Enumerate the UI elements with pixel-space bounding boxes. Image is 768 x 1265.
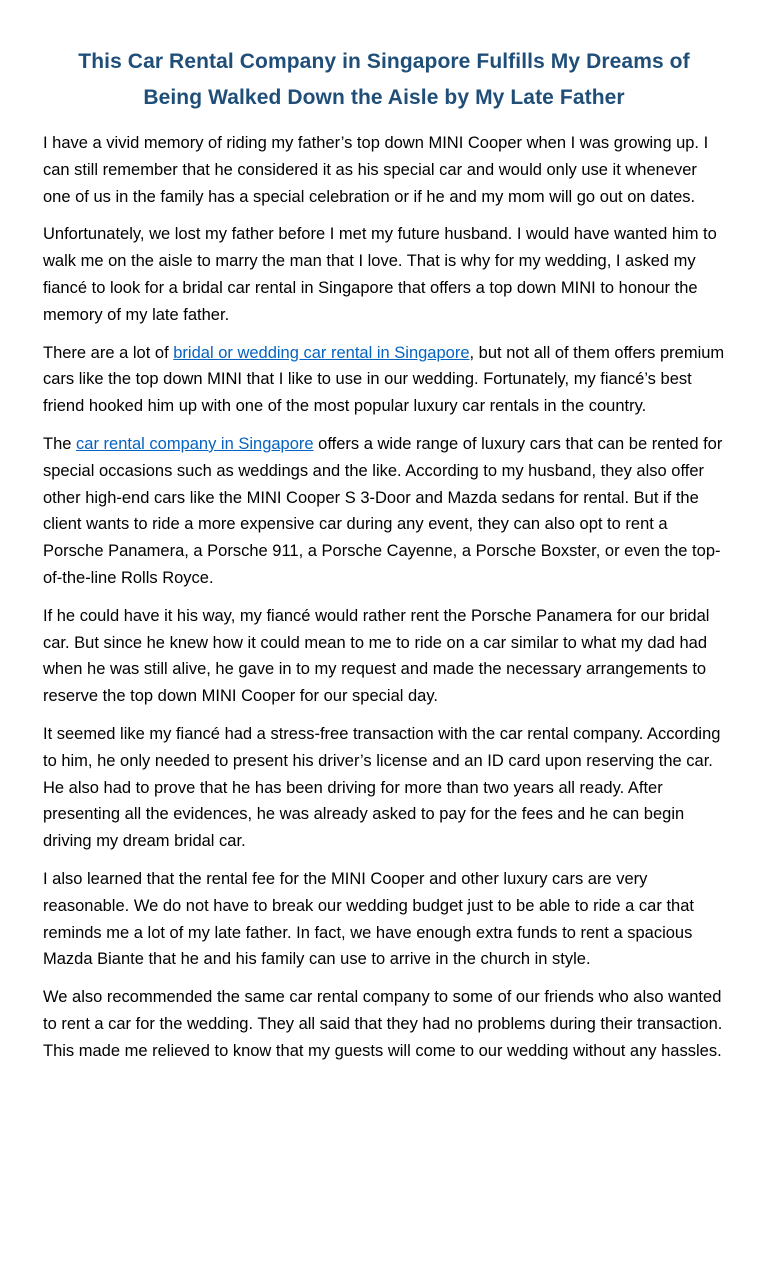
paragraph — [43, 431, 725, 592]
paragraph-text: The — [43, 434, 77, 453]
paragraph-text: I have a vivid memory of riding my father’s top down MINI Cooper when I was growing up. I can still remember that he considered it as his special car and would only use it whenever one of us in the family has a special celebration or if he and my mom will go out on dates. — [43, 134, 709, 206]
paragraph-text: Unfortunately, we lost my father before I met my future husband. I would have wanted him to walk me on the aisle to marry the man that I love. That is why for my wedding, I asked my fiancé to look for a bridal car rental in Singapore that offers a top down MINI to honour the memory of my late father. — [43, 225, 717, 324]
paragraph-text: , but not all of them offers premium cars like the top down MINI that I like to use in our wedding. Fortunately, my fiancé’s best friend hooked him up with one of the most popular luxury car rentals in the country. — [43, 343, 725, 416]
paragraph — [43, 984, 725, 1064]
paragraph — [43, 866, 725, 973]
paragraph-text: offers a wide range of luxury cars that can be rented for special occasions such as weddings and the like. According to my husband, they also offer other high-end cars like the MINI Cooper S 3-Door and Mazda sedans for rental. But if the client wants to ride a more expensive car during any event, they can also opt to rent a Porsche Panamera, a Porsche 911, a Porsche Cayenne, a Porsche Boxster, or even the top-of-the-line Rolls Royce. — [43, 434, 723, 587]
paragraph-text: There are a lot of — [43, 343, 174, 362]
paragraph-text: If he could have it his way, my fiancé would rather rent the Porsche Panamera for our bridal car. But since he knew how it could mean to me to ride on a car similar to what my dad had when he was still alive, he gave in to my request and made the necessary arrangements to reserve the top down MINI Cooper for our special day. — [43, 606, 710, 706]
paragraph — [43, 221, 725, 328]
paragraph-text: It seemed like my fiancé had a stress-free transaction with the car rental company. According to him, he only needed to present his driver’s license and an ID card upon reserving the car. He also had to prove that he has been driving for more than two years all ready. After presenting all the evidences, he was already asked to pay for the fees and he can begin driving my dream bridal car. — [43, 724, 721, 851]
document-body — [43, 130, 725, 1065]
paragraph — [43, 603, 725, 710]
paragraph — [43, 130, 725, 210]
paragraph-text: I also learned that the rental fee for the MINI Cooper and other luxury cars are very reasonable. We do not have to break our wedding budget just to be able to ride a car that reminds me a lot of my late father. In fact, we have enough extra funds to rent a spacious Mazda Biante that he and his family can use to arrive in the church in style. — [43, 869, 694, 969]
inline-link[interactable]: car rental company in Singapore — [76, 434, 314, 453]
paragraph-text: We also recommended the same car rental company to some of our friends who also wanted to rent a car for the wedding. They all said that they had no problems during their transaction. This made me relieved to know that my guests will come to our wedding without any hassles. — [43, 988, 723, 1060]
paragraph — [43, 721, 725, 855]
paragraph — [43, 340, 725, 420]
inline-link[interactable]: bridal or wedding car rental in Singapore — [173, 343, 470, 362]
document-title: This Car Rental Company in Singapore Fulfills My Dreams of Being Walked Down the Aisle by My Late Father — [78, 50, 690, 109]
